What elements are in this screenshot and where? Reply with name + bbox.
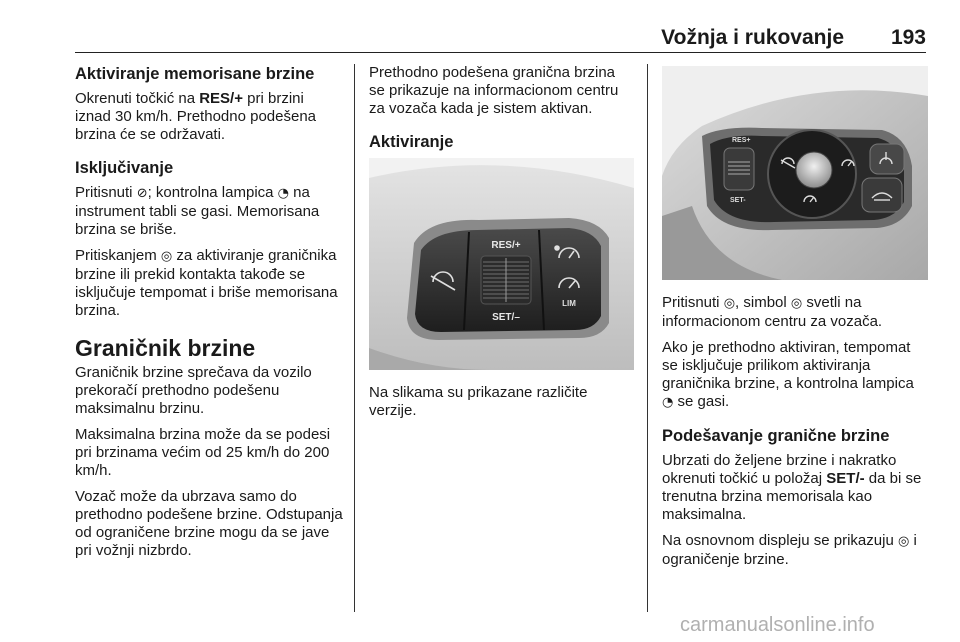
text: Okrenuti točkić na <box>75 90 200 107</box>
steering-wheel-illustration <box>369 158 634 370</box>
set-label: SET- <box>730 197 746 204</box>
steering-wheel-controls-figure-2 <box>662 66 928 280</box>
lim-label: LIM <box>562 299 576 308</box>
text: , simbol <box>735 294 791 311</box>
paragraph <box>75 90 343 144</box>
watermark: carmanualsonline.info <box>680 614 875 636</box>
heading-granicnik-brzine: Graničnik brzine <box>75 335 256 361</box>
paragraph: Maksimalna brzina može da se podesi pri brzinama većim od 25 km/h do 200 km/h. <box>75 426 331 479</box>
text: na instrument tabli se gasi. Memorisana brzina se briše. <box>75 184 320 238</box>
speed-limiter-icon: ◎ <box>897 534 910 549</box>
column-middle <box>369 64 634 428</box>
res-plus-label: RES/+ <box>491 240 521 251</box>
set-minus-label: SET/– <box>492 312 520 323</box>
text: Ako je prethodno aktiviran, tempomat se isključuje prilikom aktiviranja graničnika brzine, a kontrolna lampica <box>662 339 914 392</box>
page-header <box>75 22 926 53</box>
heading-iskljucivanje: Isključivanje <box>75 159 174 177</box>
text: Pritisnuti <box>75 184 137 201</box>
set-label: SET/- <box>826 470 865 487</box>
cruise-control-off-icon: ⊘ <box>136 186 148 201</box>
cruise-control-lamp-icon: ◔ <box>662 395 674 410</box>
text: Pritisnuti <box>662 294 724 311</box>
paragraph <box>75 247 343 320</box>
speed-limiter-icon: ◎ <box>723 296 736 311</box>
paragraph: Prethodno podešena granična brzina se prikazuje na informacionom centru za vozača kada je sistem aktivan. <box>369 64 619 117</box>
text: se gasi. <box>673 393 730 410</box>
speed-limiter-icon: ◎ <box>790 296 803 311</box>
text: pri brzini iznad 30 km/h. Prethodno podešena brzina će se održavati. <box>75 90 317 143</box>
text: da bi se trenutna brzina memorisala kao maksimalna. <box>662 470 922 523</box>
header-title: Vožnja i rukovanje <box>661 26 844 49</box>
column-left <box>75 64 343 568</box>
speed-limiter-icon: ◎ <box>160 249 173 264</box>
column-divider <box>354 64 355 612</box>
text: za aktiviranje graničnika brzine ili prekid kontakta takođe se isključuje tempomat i briše memorisana brzina. <box>75 247 338 319</box>
text: Na osnovnom displeju se prikazuju <box>662 532 898 549</box>
paragraph: Vozač može da ubrzava samo do prethodno podešene brzine. Odstupanja od ograničene brzine mogu da se jave pri vožnji nizbrdo. <box>75 488 343 559</box>
column-right <box>662 64 928 577</box>
cruise-control-lamp-icon: ◔ <box>277 186 290 201</box>
res-label: RES+ <box>732 137 751 144</box>
figure-caption: Na slikama su prikazane različite verzije. <box>369 384 588 419</box>
text: svetli na informacionom centru za vozača. <box>662 294 883 330</box>
heading-podesavanje: Podešavanje granične brzine <box>662 427 890 445</box>
text: Pritiskanjem <box>75 247 161 264</box>
paragraph: Graničnik brzine sprečava da vozilo prekoračí prethodno podešenu maksimalnu brzinu. <box>75 364 312 417</box>
paragraph <box>662 339 928 412</box>
res-label: RES/+ <box>199 90 243 107</box>
paragraph <box>75 184 343 239</box>
text: Ubrzati do željene brzine i nakratko okrenuti točkić u položaj <box>662 452 897 487</box>
page-number: 193 <box>890 26 926 49</box>
text: ; kontrolna lampica <box>147 184 278 201</box>
paragraph <box>662 532 928 569</box>
paragraph <box>662 452 928 524</box>
text: i ograničenje brzine. <box>662 532 917 568</box>
paragraph <box>662 294 928 331</box>
steering-wheel-controls-figure-1 <box>369 158 634 370</box>
column-divider <box>647 64 648 612</box>
heading-aktiviranje: Aktiviranje <box>369 133 454 151</box>
steering-wheel-illustration <box>662 66 928 280</box>
heading-aktiviranje-memorisane: Aktiviranje memorisane brzine <box>75 65 315 83</box>
